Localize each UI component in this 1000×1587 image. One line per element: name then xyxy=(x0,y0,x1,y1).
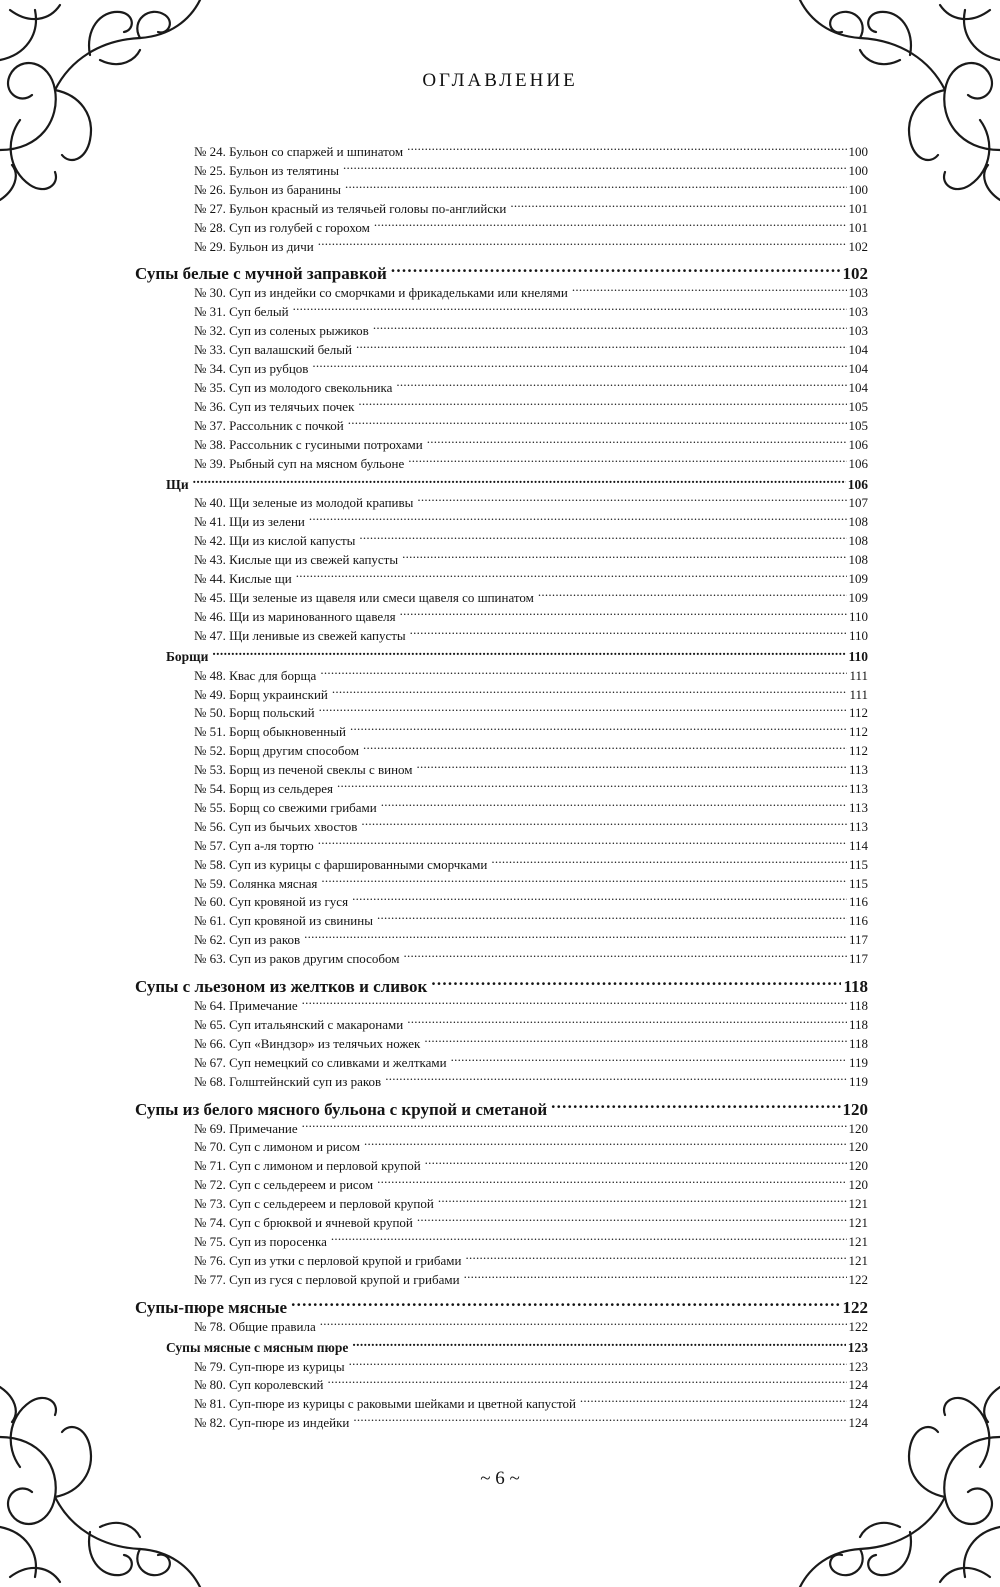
toc-entry-title: № 27. Бульон красный из телячьей головы по-английски xyxy=(194,200,507,216)
toc-entry-title: № 30. Суп из индейки со сморчками и фрикадельками или кнелями xyxy=(194,285,568,301)
toc-entry-title: № 65. Суп итальянский с макаронами xyxy=(194,1016,404,1032)
dot-leader xyxy=(293,303,847,316)
toc-entry-title: Супы с льезоном из желтков и сливок xyxy=(135,977,428,996)
toc-entry[interactable] xyxy=(194,818,868,837)
dot-leader xyxy=(417,494,846,507)
toc-entry-title: № 71. Суп с лимоном и перловой крупой xyxy=(194,1158,421,1174)
dot-leader xyxy=(491,856,847,869)
toc-entry-page: 119 xyxy=(848,1073,868,1089)
dot-leader xyxy=(319,704,847,717)
toc-entry-page: 110 xyxy=(848,649,868,665)
toc-entry-title: № 81. Суп-пюре из курицы с раковыми шейками и цветной капустой xyxy=(194,1396,576,1412)
dot-leader xyxy=(321,875,847,888)
toc-entry[interactable] xyxy=(194,723,868,742)
dot-leader xyxy=(464,1271,847,1284)
dot-leader xyxy=(391,262,841,279)
toc-entry-page: 106 xyxy=(847,476,868,492)
toc-entry[interactable] xyxy=(194,667,868,686)
toc-entry[interactable] xyxy=(194,1252,868,1271)
toc-entry-title: № 55. Борщ со свежими грибами xyxy=(194,799,377,815)
toc-entry[interactable] xyxy=(194,893,868,912)
toc-subsection-heading[interactable] xyxy=(166,1339,868,1358)
toc-entry-page: 111 xyxy=(849,686,868,702)
toc-entry-title: № 35. Суп из молодого свекольника xyxy=(194,379,393,395)
toc-entry[interactable] xyxy=(194,341,868,360)
toc-entry-page: 103 xyxy=(848,304,868,320)
toc-entry[interactable] xyxy=(194,1195,868,1214)
toc-entry[interactable] xyxy=(194,181,868,200)
toc-entry-page: 121 xyxy=(848,1215,868,1230)
toc-entry-page: 121 xyxy=(848,1196,868,1212)
toc-entry-page: 120 xyxy=(848,1158,868,1174)
toc-entry-title: № 45. Щи зеленые из щавеля или смеси щавеля со шпинатом xyxy=(194,589,534,605)
toc-entry-page: 122 xyxy=(848,1271,868,1287)
toc-entry[interactable] xyxy=(194,742,868,761)
dot-leader xyxy=(363,742,847,755)
dot-leader xyxy=(410,627,847,640)
toc-entry[interactable] xyxy=(194,379,868,398)
toc-entry-title: № 37. Рассольник с почкой xyxy=(194,417,344,433)
dot-leader xyxy=(407,1016,847,1029)
toc-entry-page: 124 xyxy=(848,1377,868,1393)
dot-leader xyxy=(373,322,847,335)
toc-entry-title: № 73. Суп с сельдереем и перловой крупой xyxy=(194,1196,434,1212)
toc-entry-page: 119 xyxy=(848,1054,868,1070)
toc-entry-page: 121 xyxy=(848,1252,868,1268)
dot-leader xyxy=(402,551,846,564)
toc-entry-title: № 38. Рассольник с гусиными потрохами xyxy=(194,436,423,452)
toc-entry[interactable] xyxy=(194,704,868,723)
toc-subsection-heading[interactable] xyxy=(166,648,868,667)
dot-leader xyxy=(407,143,846,156)
dot-leader xyxy=(451,1054,847,1067)
toc-entry[interactable] xyxy=(194,931,868,950)
dot-leader xyxy=(385,1073,847,1086)
dot-leader xyxy=(400,608,847,621)
toc-entry-page: 120 xyxy=(848,1177,868,1193)
toc-entry[interactable] xyxy=(194,455,868,474)
dot-leader xyxy=(572,284,847,297)
toc-entry[interactable] xyxy=(194,950,868,969)
dot-leader xyxy=(318,238,847,251)
toc-section-heading[interactable] xyxy=(135,975,868,997)
toc-entry-title: Щи xyxy=(166,476,189,492)
toc-entry[interactable] xyxy=(194,1414,868,1433)
toc-entry-page: 114 xyxy=(848,837,868,853)
toc-entry-title: № 51. Борщ обыкновенный xyxy=(194,724,346,740)
toc-entry[interactable] xyxy=(194,780,868,799)
dot-leader xyxy=(320,667,847,680)
dot-leader xyxy=(337,780,847,793)
dot-leader xyxy=(312,360,846,373)
toc-entry[interactable] xyxy=(194,1157,868,1176)
toc-entry-title: № 44. Кислые щи xyxy=(194,571,292,586)
toc-subsection-heading[interactable] xyxy=(166,475,868,494)
toc-entry[interactable] xyxy=(194,686,868,705)
toc-entry-title: Супы мясные с мясным пюре xyxy=(166,1340,349,1355)
toc-entry[interactable] xyxy=(194,627,868,646)
dot-leader xyxy=(304,931,847,944)
toc-entry[interactable] xyxy=(194,608,868,627)
toc-entry-page: 115 xyxy=(848,875,868,891)
toc-entry-title: № 43. Кислые щи из свежей капусты xyxy=(194,552,399,568)
toc-entry[interactable] xyxy=(194,799,868,818)
dot-leader xyxy=(353,1414,846,1427)
toc-entry[interactable] xyxy=(194,1016,868,1035)
toc-entry-title: № 63. Суп из раков другим способом xyxy=(194,951,400,967)
toc-entry-title: № 50. Борщ польский xyxy=(194,705,315,721)
toc-entry[interactable] xyxy=(194,1318,868,1337)
toc-entry-title: Супы-пюре мясные xyxy=(135,1297,288,1317)
toc-entry-page: 104 xyxy=(848,379,868,395)
dot-leader xyxy=(348,417,847,430)
dot-leader xyxy=(345,181,847,194)
toc-entry-title: № 70. Суп с лимоном и рисом xyxy=(194,1139,360,1155)
toc-entry[interactable] xyxy=(194,837,868,856)
toc-entry-title: № 46. Щи из маринованного щавеля xyxy=(194,608,396,624)
toc-entry-title: № 62. Суп из раков xyxy=(194,932,301,948)
toc-entry-page: 122 xyxy=(848,1318,868,1334)
toc-entry[interactable] xyxy=(194,322,868,341)
toc-entry-title: № 74. Суп с брюквой и ячневой крупой xyxy=(194,1215,413,1230)
toc-entry-title: № 41. Щи из зелени xyxy=(194,514,305,530)
dot-leader xyxy=(374,219,847,232)
toc-entry[interactable] xyxy=(194,284,868,303)
toc-entry-title: № 42. Щи из кислой капусты xyxy=(194,533,356,549)
toc-entry-title: № 78. Общие правила xyxy=(194,1318,316,1334)
toc-entry[interactable] xyxy=(194,1054,868,1073)
toc-entry[interactable] xyxy=(194,494,868,513)
toc-entry-title: № 33. Суп валашский белый xyxy=(194,342,352,358)
dot-leader xyxy=(309,513,847,526)
dot-leader xyxy=(343,162,847,175)
dot-leader xyxy=(424,1035,847,1048)
toc-entry-page: 108 xyxy=(848,514,868,530)
dot-leader xyxy=(291,1296,840,1313)
toc-entry[interactable] xyxy=(194,1358,868,1377)
toc-entry-title: № 31. Суп белый xyxy=(194,304,289,320)
dot-leader xyxy=(377,1176,846,1189)
dot-leader xyxy=(318,837,847,850)
dot-leader xyxy=(364,1138,847,1151)
toc-entry-page: 120 xyxy=(848,1120,868,1136)
toc-entry[interactable] xyxy=(194,1271,868,1290)
toc-entry-title: № 67. Суп немецкий со сливками и желтками xyxy=(194,1054,447,1070)
toc-entry-title: № 60. Суп кровяной из гуся xyxy=(194,894,349,910)
toc-section-heading[interactable] xyxy=(135,1098,868,1120)
toc-entry-page: 106 xyxy=(848,455,868,471)
toc-entry-page: 101 xyxy=(848,200,868,216)
dot-leader xyxy=(408,455,846,468)
toc-entry[interactable] xyxy=(194,761,868,780)
toc-entry[interactable] xyxy=(194,238,868,257)
dot-leader xyxy=(356,341,847,354)
toc-entry-page: 113 xyxy=(848,762,868,778)
toc-entry-page: 110 xyxy=(848,627,868,643)
toc-entry[interactable] xyxy=(194,551,868,570)
toc-entry-page: 105 xyxy=(848,417,868,433)
toc-entry-page: 124 xyxy=(848,1415,868,1431)
toc-entry-title: № 59. Солянка мясная xyxy=(194,875,318,891)
toc-entry-page: 103 xyxy=(848,323,868,339)
toc-entry-page: 118 xyxy=(848,998,868,1013)
toc-entry-page: 116 xyxy=(848,913,868,929)
toc-entry[interactable] xyxy=(194,303,868,322)
toc-entry-title: № 68. Голштейнский суп из раков xyxy=(194,1073,382,1089)
dot-leader xyxy=(465,1252,846,1265)
toc-entry-title: № 34. Суп из рубцов xyxy=(194,361,309,376)
toc-section-heading[interactable] xyxy=(135,1296,868,1318)
dot-leader xyxy=(580,1395,847,1408)
toc-entry-page: 123 xyxy=(848,1358,868,1374)
toc-entry-page: 102 xyxy=(842,264,868,284)
toc-entry-page: 116 xyxy=(848,894,868,910)
toc-entry[interactable] xyxy=(194,219,868,238)
toc-entry[interactable] xyxy=(194,398,868,417)
toc-entry-title: № 75. Суп из поросенка xyxy=(194,1233,327,1249)
corner-ornament-top-left xyxy=(0,0,215,215)
toc-entry[interactable] xyxy=(194,360,868,379)
dot-leader xyxy=(431,975,841,992)
toc-entry[interactable] xyxy=(194,513,868,532)
toc-entry[interactable] xyxy=(194,856,868,875)
toc-entry-page: 104 xyxy=(848,361,868,376)
toc-entry-page: 112 xyxy=(848,724,868,740)
toc-entry[interactable] xyxy=(194,200,868,219)
toc-entry-page: 118 xyxy=(848,1016,868,1032)
toc-entry-page: 100 xyxy=(848,144,868,159)
dot-leader xyxy=(331,1233,847,1246)
dot-leader xyxy=(193,475,846,489)
toc-entry[interactable] xyxy=(194,1233,868,1252)
toc-entry-page: 105 xyxy=(848,398,868,414)
toc-entry-title: № 76. Суп из утки с перловой крупой и грибами xyxy=(194,1252,462,1268)
toc-entry-title: № 48. Квас для борща xyxy=(194,667,317,683)
dot-leader xyxy=(417,761,847,774)
toc-entry[interactable] xyxy=(194,532,868,551)
toc-entry-title: № 54. Борщ из сельдерея xyxy=(194,781,333,796)
page-number: ~ 6 ~ xyxy=(480,1468,520,1489)
toc-entry[interactable] xyxy=(194,1376,868,1395)
page-title: ОГЛАВЛЕНИЕ xyxy=(422,70,578,91)
toc-entry-title: № 25. Бульон из телятины xyxy=(194,162,339,178)
toc-entry-page: 108 xyxy=(848,552,868,568)
toc-entry-page: 118 xyxy=(843,977,868,996)
toc-entry-page: 112 xyxy=(848,705,868,721)
toc-entry-page: 122 xyxy=(842,1297,868,1317)
dot-leader xyxy=(332,686,848,699)
toc-entry-page: 120 xyxy=(842,1099,868,1119)
dot-leader xyxy=(404,950,847,963)
toc-section-heading[interactable] xyxy=(135,262,868,284)
toc-entry[interactable] xyxy=(194,417,868,436)
toc-entry[interactable] xyxy=(194,162,868,181)
dot-leader xyxy=(320,1318,847,1331)
toc-entry-page: 124 xyxy=(848,1396,868,1412)
dot-leader xyxy=(361,818,847,831)
toc-entry-title: № 58. Суп из курицы с фаршированными сморчками xyxy=(194,856,488,872)
toc-entry[interactable] xyxy=(194,1138,868,1157)
toc-entry-title: № 66. Суп «Виндзор» из телячьих ножек xyxy=(194,1035,421,1051)
dot-leader xyxy=(510,200,846,213)
dot-leader xyxy=(417,1214,847,1227)
toc-entry-title: № 49. Борщ украинский xyxy=(194,686,328,702)
dot-leader xyxy=(538,589,847,602)
dot-leader xyxy=(352,893,847,906)
dot-leader xyxy=(381,799,847,812)
toc-entry[interactable] xyxy=(194,1120,868,1139)
toc-entry-page: 102 xyxy=(848,238,868,254)
toc-entry-page: 101 xyxy=(848,219,868,235)
toc-entry-title: № 64. Примечание xyxy=(194,998,298,1013)
toc-entry-title: № 61. Суп кровяной из свинины xyxy=(194,913,373,929)
dot-leader xyxy=(349,1358,847,1371)
dot-leader xyxy=(359,532,846,545)
toc-entry-title: № 28. Суп из голубей с горохом xyxy=(194,219,370,235)
toc-entry-title: № 39. Рыбный суп на мясном бульоне xyxy=(194,455,405,471)
toc-entry[interactable] xyxy=(194,1214,868,1233)
toc-entry[interactable] xyxy=(194,143,868,162)
dot-leader xyxy=(328,1376,847,1389)
toc-entry-title: № 80. Суп королевский xyxy=(194,1377,324,1393)
toc-entry-page: 117 xyxy=(848,951,868,967)
toc-entry[interactable] xyxy=(194,1035,868,1054)
toc-entry-title: Супы белые с мучной заправкой xyxy=(135,264,387,284)
dot-leader xyxy=(396,379,846,392)
toc-entry-page: 100 xyxy=(848,162,868,178)
dot-leader xyxy=(212,648,846,662)
toc-entry[interactable] xyxy=(194,875,868,894)
toc-entry-page: 118 xyxy=(848,1035,868,1051)
toc-entry-title: № 32. Суп из соленых рыжиков xyxy=(194,323,369,339)
toc-entry-page: 115 xyxy=(848,856,868,872)
toc-entry-title: № 26. Бульон из баранины xyxy=(194,181,341,197)
dot-leader xyxy=(427,436,847,449)
toc-entry-title: № 53. Борщ из печеной свеклы с вином xyxy=(194,762,413,778)
toc-entry-page: 121 xyxy=(848,1233,868,1249)
toc-entry-page: 113 xyxy=(848,818,868,834)
toc-entry-page: 109 xyxy=(848,589,868,605)
toc-entry-title: № 36. Суп из телячьих почек xyxy=(194,398,355,414)
toc-entry-title: № 57. Суп а-ля тортю xyxy=(194,837,314,853)
toc-entry-page: 112 xyxy=(848,743,868,759)
toc-entry[interactable] xyxy=(194,1395,868,1414)
toc-entry-page: 107 xyxy=(848,495,868,511)
toc-entry-title: № 79. Суп-пюре из курицы xyxy=(194,1358,345,1374)
toc-entry[interactable] xyxy=(194,1176,868,1195)
toc-entry-page: 117 xyxy=(848,932,868,948)
toc-entry[interactable] xyxy=(194,436,868,455)
toc-entry-title: № 77. Суп из гуся с перловой крупой и грибами xyxy=(194,1271,460,1287)
dot-leader xyxy=(352,1339,845,1353)
toc-entry-page: 100 xyxy=(848,181,868,197)
toc-entry-title: № 40. Щи зеленые из молодой крапивы xyxy=(194,495,414,511)
dot-leader xyxy=(302,1120,847,1133)
toc-entry[interactable] xyxy=(194,1073,868,1092)
toc-entry-title: № 82. Суп-пюре из индейки xyxy=(194,1415,350,1431)
toc-entry-page: 123 xyxy=(847,1340,868,1355)
toc-entry-page: 108 xyxy=(848,533,868,549)
toc-entry-page: 113 xyxy=(848,781,868,796)
toc-entry[interactable] xyxy=(194,570,868,589)
toc-entry-title: № 52. Борщ другим способом xyxy=(194,743,360,759)
toc-entry-title: № 47. Щи ленивые из свежей капусты xyxy=(194,627,406,643)
dot-leader xyxy=(350,723,847,736)
dot-leader xyxy=(377,912,847,925)
toc-entry-page: 110 xyxy=(848,608,868,624)
toc-entry-page: 106 xyxy=(848,436,868,452)
toc-entry-page: 104 xyxy=(848,342,868,358)
toc-entry[interactable] xyxy=(194,912,868,931)
toc-entry-title: № 72. Суп с сельдереем и рисом xyxy=(194,1177,374,1193)
toc-entry-page: 103 xyxy=(848,285,868,301)
dot-leader xyxy=(438,1195,847,1208)
toc-entry-page: 120 xyxy=(848,1139,868,1155)
toc-entry-title: Борщи xyxy=(166,649,209,665)
toc-entry-title: № 69. Примечание xyxy=(194,1120,298,1136)
toc-entry-page: 109 xyxy=(848,571,868,586)
dot-leader xyxy=(296,570,847,583)
dot-leader xyxy=(358,398,846,411)
toc-entry-title: № 56. Суп из бычьих хвостов xyxy=(194,818,358,834)
dot-leader xyxy=(551,1098,840,1115)
dot-leader xyxy=(302,997,847,1010)
toc-entry-title: № 29. Бульон из дичи xyxy=(194,238,314,254)
toc-entry-title: Супы из белого мясного бульона с крупой и сметаной xyxy=(135,1099,548,1119)
toc-entry-title: № 24. Бульон со спаржей и шпинатом xyxy=(194,144,404,159)
toc-entry-page: 113 xyxy=(848,799,868,815)
toc-entry[interactable] xyxy=(194,997,868,1016)
toc-entry-page: 111 xyxy=(849,667,868,683)
dot-leader xyxy=(425,1157,847,1170)
toc-entry[interactable] xyxy=(194,589,868,608)
